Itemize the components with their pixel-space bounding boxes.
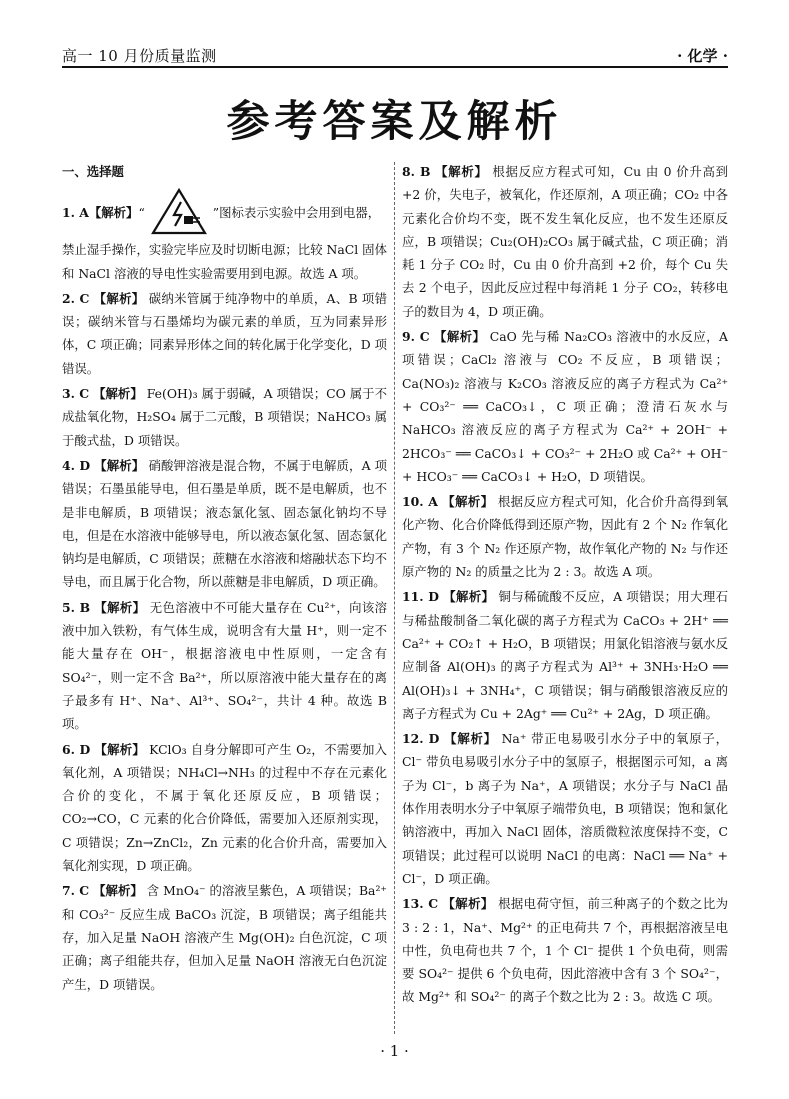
question-text: 根据电荷守恒，前三种离子的个数之比为 3 : 2 : 1，Na⁺、Mg²⁺ 的正电荷共 7 个，再根据溶液呈电中性，负电荷也共 7 个，1 个 Cl⁻ 提供 1 个负电荷，则需要 SO₄²⁻ 提供 6 个负电荷，因此溶液中含有 3 个 SO₄²⁻，故 Mg²⁺ 和 SO₄²⁻ 的离子个数之比为 2 : 3。故选 C 项。 [402,896,729,1005]
question-number: 1. A [62,204,89,220]
analysis-tag: 【解析】 [442,494,494,510]
question-8 [402,160,728,323]
question-number: 9. C [402,329,430,345]
analysis-tag: 【解析】 [433,329,486,345]
right-column [402,160,728,1011]
question-number: 8. B [402,164,431,179]
question-number: 12. D [402,731,440,747]
analysis-tag: 【解析】 [444,731,497,747]
analysis-tag: 【解析】 [93,290,145,306]
question-12 [402,727,728,890]
question-3 [62,382,387,452]
question-number: 2. C [62,290,90,306]
question-text: 碳纳米管属于纯净物中的单质，A、B 项错误；碳纳米管与石墨烯均为碳元素的单质，互为同素异形体，C 项正确；同素异形体之间的转化属于化学变化，D 项错误。 [62,290,387,376]
question-text: 无色溶液中不可能大量存在 Cu²⁺，向该溶液中加入铁粉，有气体生成，说明含有大量 H⁺，则一定不能大量存在 OH⁻，根据溶液电中性原则，一定含有 SO₄²⁻，则一定不含 Ba²⁺，所以原溶液中能大量存在的离子最多有 H⁺、Na⁺、Al³⁺、SO₄²⁻，共计 4 种。故选 B 项。 [62,599,387,732]
analysis-tag: 【解析】 [94,457,145,473]
exam-title: 高一 10 月份质量监测 [62,47,217,65]
analysis-tag: 【解析】 [94,741,145,757]
question-text: Na⁺ 带正电易吸引水分子中的氧原子，Cl⁻ 带负电易吸引水分子中的氢原子，根据图示可知，a 离子为 Cl⁻，b 离子为 Na⁺，A 项错误；水分子与 NaCl 晶体作用表明水分子中氧原子端带负电，B 项错误；饱和氯化钠溶液中，再加入 NaCl 固体，溶质微粒浓度保持不变，C 项错误；此过程可以说明 NaCl 的电离：NaCl ══ Na⁺ + Cl⁻，D 项正确。 [402,731,728,886]
question-6 [62,738,387,878]
question-text: 硝酸钾溶液是混合物，不属于电解质，A 项错误；石墨虽能导电，但石墨是单质，既不是电解质，也不是非电解质，B 项错误；液态氯化氢、固态氯化钠均不导电，但是在水溶液中能够导电，所以液态氯化氢、固态氯化钠均是电解质，C 项错误；蔗糖在水溶液和熔融状态下均不导电，而且属于化合物，所以蔗糖是非电解质，D 项正确。 [62,457,387,590]
question-5 [62,596,387,736]
analysis-tag: 【解析】 [94,599,146,615]
question-text: 根据反应方程式可知，化合价升高得到氧化产物、化合价降低得到还原产物，因此有 2 个 N₂ 作氧化产物，有 3 个 N₂ 作还原产物，故作氧化产物的 N₂ 与作还原产物的 N₂ 的质量之比为 2 : 3。故选 A 项。 [402,494,728,580]
section-title: 一、选择题 [62,164,124,179]
question-number: 3. C [62,386,90,402]
question-7 [62,879,387,995]
question-text: 含 MnO₄⁻ 的溶液呈紫色，A 项错误；Ba²⁺ 和 CO₃²⁻ 反应生成 BaCO₃ 沉淀，B 项错误；离子组能共存，加入足量 NaOH 溶液产生 Mg(OH)₂ 白色沉淀，C 项正确；离子组能共存，但加入足量 NaOH 溶液无白色沉淀产生，D 项错误。 [62,883,387,992]
question-13 [402,892,728,1008]
analysis-tag: 【解析】 [93,386,143,402]
question-10 [402,490,728,583]
left-column [62,160,387,998]
analysis-tag: 【解析】 [443,589,495,605]
question-1-text: 禁止湿手操作，实验完毕应及时切断电源；比较 NaCl 固体和 NaCl 溶液的导电性实验需要用到电源。故选 A 项。 [62,242,387,281]
electrical-hazard-icon [148,186,210,238]
subject-label: · 化学 · [677,47,728,65]
analysis-tag: 【解析】 [93,883,143,899]
column-divider [394,162,395,1034]
page-header [62,42,728,68]
question-2 [62,287,387,380]
analysis-tag: 【解析】 [435,164,488,179]
question-number: 6. D [62,741,91,757]
question-4 [62,454,387,594]
question-number: 13. C [402,896,439,912]
question-number: 10. A [402,494,438,510]
open-quote: “ [138,204,145,220]
question-text: 根据反应方程式可知，Cu 由 0 价升高到 +2 价，失电子，被氧化，作还原剂，A 项正确；CO₂ 中各元素化合价均不变，既不发生氧化反应，也不发生还原反应，B 项错误；Cu₂(OH)₂CO₃ 属于碱式盐，C 项正确；消耗 1 分子 CO₂ 时，Cu 由 0 价升高到 +2 价，每个 Cu 失去 2 个电子，因此反应过程中每消耗 1 分子 CO₂，转移电子的数目为 4，D 项正确。 [402,164,728,319]
page-number: · 1 · [380,1042,409,1060]
question-text: CaO 先与稀 Na₂CO₃ 溶液中的水反应，A 项错误；CaCl₂ 溶液与 CO₂ 不反应，B 项错误；Ca(NO₃)₂ 溶液与 K₂CO₃ 溶液反应的离子方程式为 Ca²⁺ + CO₃²⁻ ══ CaCO₃↓，C 项正确；澄清石灰水与 NaHCO₃ 溶液反应的离子方程式为 Ca²⁺ + 2OH⁻ + 2HCO₃⁻ ══ CaCO₃↓ + CO₃²⁻ + 2H₂O 或 Ca²⁺ + OH⁻ + HCO₃⁻ ══ CaCO₃↓ + H₂O，D 项错误。 [402,329,728,484]
question-number: 11. D [402,589,439,605]
question-number: 4. D [62,457,91,473]
question-1-text-start: ”图标表示实验中会用到电器， [212,204,381,220]
question-number: 7. C [62,883,90,899]
question-text: KClO₃ 自身分解即可产生 O₂，不需要加入氧化剂，A 项错误；NH₄Cl→NH₃ 的过程中不存在元素化合价的变化，不属于氧化还原反应，B 项错误；CO₂→CO，C 元素的化合价降低，需要加入还原剂实现，C 项错误；Zn→ZnCl₂，Zn 元素的化合价升高，需要加入氧化剂实现，D 项正确。 [62,741,387,874]
question-1-first-line [62,186,387,238]
question-text: Fe(OH)₃ 属于弱碱，A 项错误；CO 属于不成盐氧化物，H₂SO₄ 属于二元酸，B 项错误；NaHCO₃ 属于酸式盐，D 项错误。 [62,386,387,448]
analysis-tag: 【解析】 [442,896,494,912]
question-1 [62,186,387,285]
question-9 [402,325,728,488]
question-text: 铜与稀硫酸不反应，A 项错误；用大理石与稀盐酸制备二氧化碳的离子方程式为 CaCO₃ + 2H⁺ ══ Ca²⁺ + CO₂↑ + H₂O，B 项错误；用氯化铝溶液与氨水反应制备 Al(OH)₃ 的离子方程式为 Al³⁺ + 3NH₃·H₂O ══ Al(OH)₃↓ + 3NH₄⁺，C 项错误；铜与硝酸银溶液反应的离子方程式为 Cu + 2Ag⁺ ══ Cu²⁺ + 2Ag，D 项正确。 [402,589,728,721]
question-number: 5. B [62,599,91,615]
page-title: 参考答案及解析 [226,97,563,147]
question-11 [402,585,728,725]
analysis-tag: 【解析】 [88,204,139,220]
